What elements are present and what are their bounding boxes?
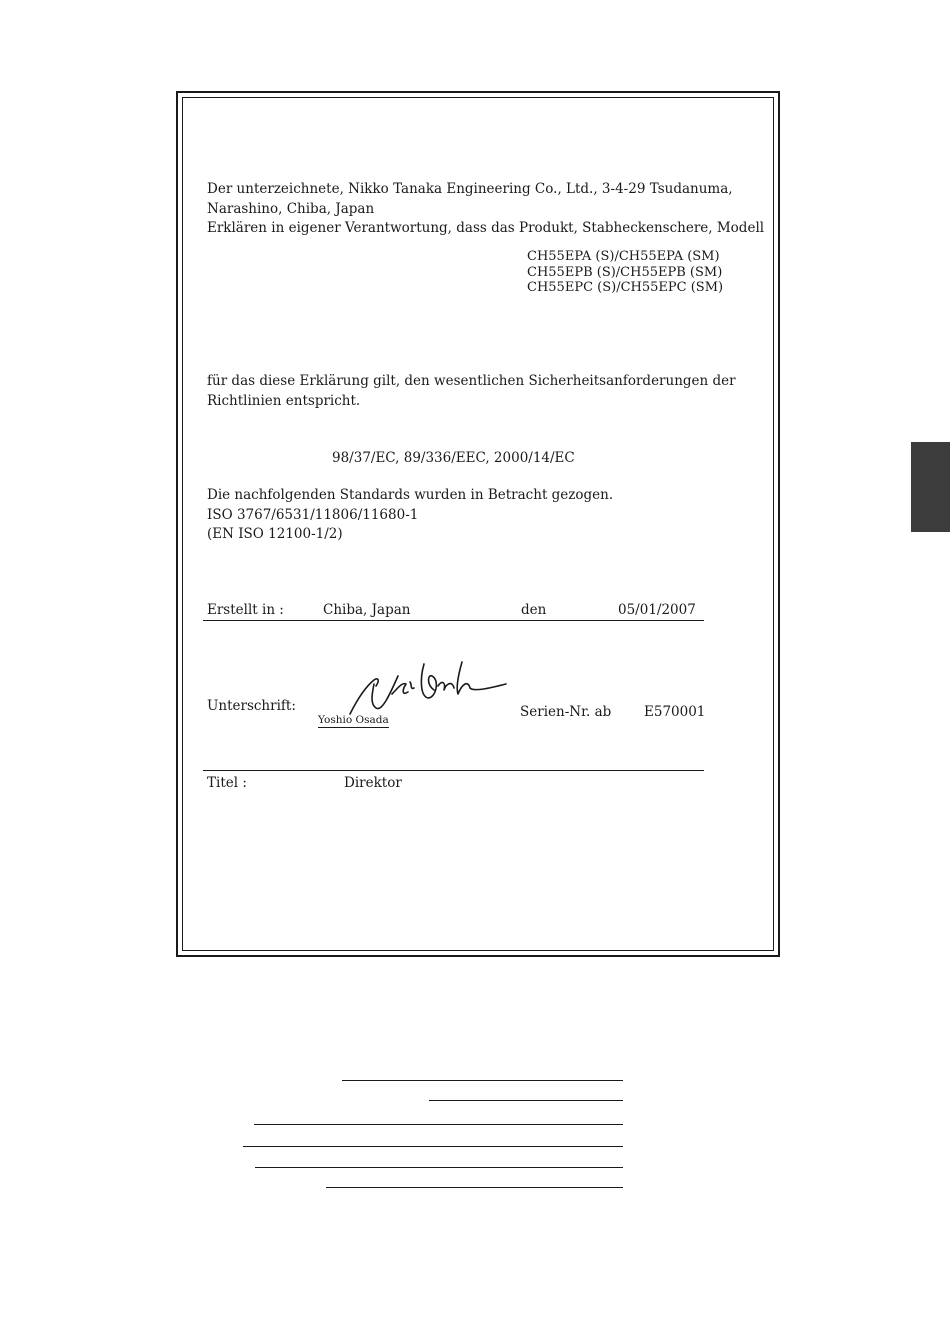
handwritten-signature — [340, 658, 515, 718]
section-tab-marker — [911, 442, 950, 532]
conformity-line-1: für das diese Erklärung gilt, den wesentlichen Sicherheitsanforderungen der — [207, 373, 736, 389]
title-rule — [203, 770, 704, 771]
blank-line-4 — [243, 1146, 623, 1147]
blank-line-5 — [255, 1167, 623, 1168]
serial-label: Serien-Nr. ab — [520, 704, 612, 720]
blank-line-6 — [326, 1187, 623, 1188]
blank-line-1 — [342, 1080, 623, 1081]
model-line-2: CH55EPB (S)/CH55EPB (SM) — [527, 264, 723, 280]
serial-value: E570001 — [644, 704, 706, 720]
intro-line-3: Erklären in eigener Verantwortung, dass das Produkt, Stabheckenschere, Modell — [207, 220, 765, 236]
standards-line-2: (EN ISO 12100-1/2) — [207, 526, 343, 542]
model-line-3: CH55EPC (S)/CH55EPC (SM) — [527, 280, 724, 295]
intro-line-1: Der unterzeichnete, Nikko Tanaka Engineering Co., Ltd., 3-4-29 Tsudanuma, — [207, 181, 733, 197]
standards-heading: Die nachfolgenden Standards wurden in Betracht gezogen. — [207, 487, 614, 503]
intro-line-2: Narashino, Chiba, Japan — [207, 200, 375, 217]
place-label: Erstellt in : — [207, 602, 284, 618]
place-date-rule — [203, 620, 704, 621]
date-label: den — [521, 602, 547, 618]
directives-list: 98/37/EC, 89/336/EEC, 2000/14/EC — [332, 450, 575, 466]
signer-name: Yoshio Osada — [318, 714, 389, 726]
blank-line-2 — [429, 1100, 623, 1101]
signature-label: Unterschrift: — [207, 698, 296, 714]
model-line-1: CH55EPA (S)/CH55EPA (SM) — [527, 249, 720, 264]
blank-line-3 — [254, 1124, 623, 1125]
place-value: Chiba, Japan — [323, 602, 411, 618]
date-value: 05/01/2007 — [618, 602, 696, 618]
conformity-line-2: Richtlinien entspricht. — [207, 392, 361, 409]
standards-line-1: ISO 3767/6531/11806/11680-1 — [207, 506, 419, 523]
title-label: Titel : — [207, 775, 247, 791]
title-value: Direktor — [344, 775, 402, 791]
